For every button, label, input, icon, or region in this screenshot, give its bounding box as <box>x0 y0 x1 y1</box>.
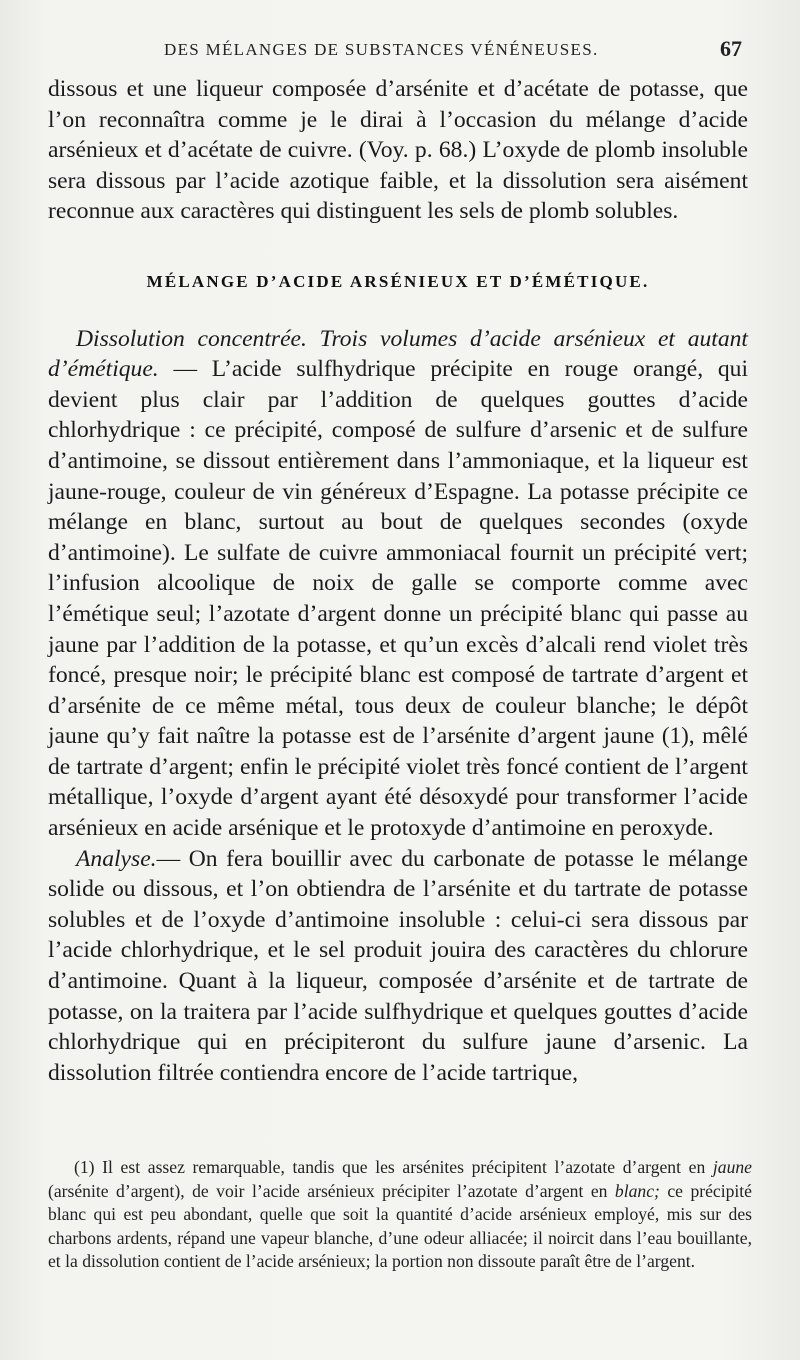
page-header <box>48 36 748 66</box>
footnote-italic-blanc: blanc; <box>614 1180 660 1201</box>
section-heading: MÉLANGE D’ACIDE ARSÉNIEUX ET D’ÉMÉTIQUE. <box>146 271 650 291</box>
footnote-text-part2: (arsénite d’argent), de voir l’acide arsénieux précipiter l’azotate d’argent en <box>48 1180 615 1201</box>
footnote-1 <box>48 1156 752 1274</box>
paragraph-dissolution <box>48 324 748 844</box>
running-head: DES MÉLANGES DE SUBSTANCES VÉNÉNEUSES. <box>164 40 599 59</box>
page-body <box>48 74 748 1088</box>
dissolution-lead: Dissolution concentrée. Trois volumes d’acide arsénieux et autant d’émétique. <box>48 325 748 383</box>
paragraph-analyse <box>48 844 748 1089</box>
footnote-marker: (1) <box>74 1157 95 1177</box>
analyse-text: — On fera bouillir avec du carbonate de potasse le mélange solide ou dissous, et l’on obtiendra de l’arsénite et du tartrate de potasse solubles et de l’oxyde d’antimoine insoluble : celui-ci sera dissous par l’acide chlorhydrique, et le sel produit jouira des caractères du chlorure d’antimoine. Quant à la liqueur, composée d’arsénite et de tartrate de potasse, on la traitera par l’acide sulfhydrique et quelques gouttes d’acide chlorhydrique qui en précipiteront du sulfure jaune d’arsenic. La dissolution filtrée contiendra encore de l’acide tartrique, <box>48 845 748 1086</box>
dissolution-text-part2: , mêlé de tartrate d’argent; enfin le précipité violet très foncé contient de l’argent métallique, l’oxyde d’argent ayant été désoxydé pour transformer l’acide arsénieux en acide arsénique et le protoxyde d’antimoine en peroxyde. <box>48 723 748 842</box>
footnotes <box>48 1156 752 1274</box>
analyse-lead: Analyse. <box>76 845 157 872</box>
footnote-text-part1: Il est assez remarquable, tandis que les arsénites précipitent l’azotate d’argent en <box>94 1157 713 1177</box>
dissolution-text-part1: — L’acide sulfhydrique précipite en rouge orangé, qui devient plus clair par l’addition de quelques gouttes d’acide chlorhydrique : ce précipité, composé de sulfure d’arsenic et de sulfure d’antimoine, se dissout entièrement dans l’ammoniaque, et la liqueur est jaune-rouge, couleur de vin généreux d’Espagne. La potasse précipite ce mélange en blanc, surtout au bout de quelques secondes (oxyde d’antimoine). Le sulfate de cuivre ammoniacal fournit un précipité vert; l’infusion alcoolique de noix de galle se comporte comme avec l’émétique seul; l’azotate d’argent donne un précipité blanc qui passe au jaune par l’addition de la potasse, et qu’un excès d’alcali rend violet très foncé, presque noir; le précipité blanc est composé de tartrate d’argent et d’arsénite de ce même métal, tous deux de couleur blanche; le dépôt jaune qu’y fait naître la potasse est de l’arsénite d’argent jaune <box>48 356 748 750</box>
footnote-text-part3: ce précipité blanc qui est peu abondant, quelle que soit la quantité d’acide arsénieux employé, mis sur des charbons ardents, répand une vapeur blanche, d’une odeur alliacée; il noircit dans l’eau bouillante, et la dissolution contient de l’acide arsénieux; la portion non dissoute paraît être de l’argent. <box>48 1180 752 1272</box>
footnote-reference: (1) <box>661 723 689 749</box>
paragraph-intro: dissous et une liqueur composée d’arsénite et d’acétate de potasse, que l’on reconnaîtra comme je le dirai à l’occasion du mélange d’acide arsénieux et d’acétate de cuivre. (Voy. p. 68.) L’oxyde de plomb insoluble sera dissous par l’acide azotique faible, et la dissolution sera aisément reconnue aux caractères qui distinguent les sels de plomb solubles. <box>48 76 748 225</box>
footnote-italic-jaune: jaune <box>712 1157 752 1177</box>
page-number: 67 <box>720 36 742 61</box>
